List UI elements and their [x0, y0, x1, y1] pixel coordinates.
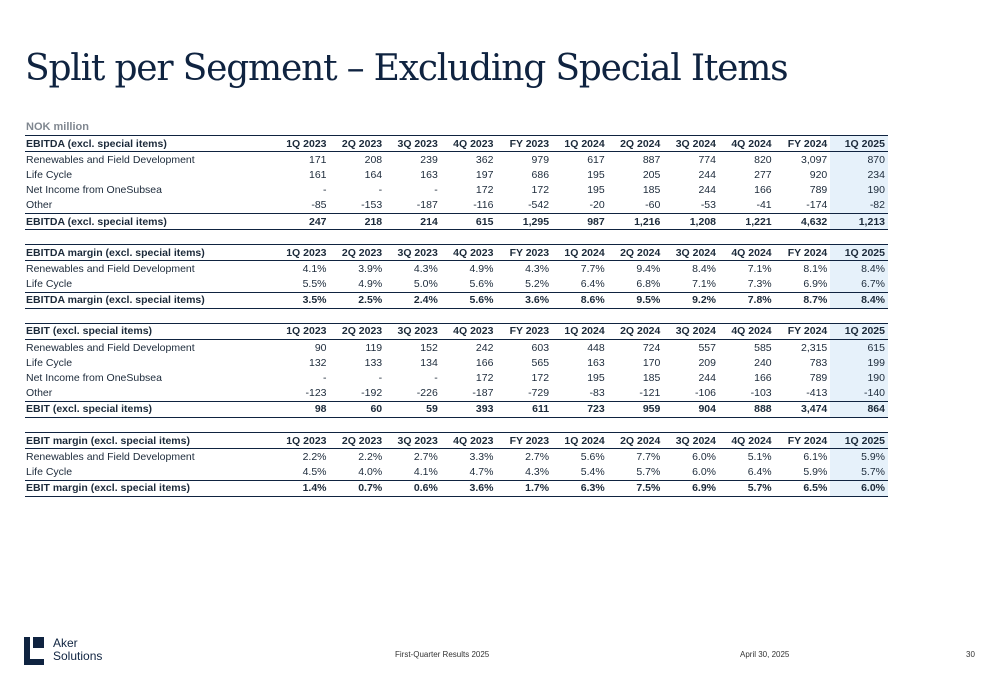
- table-cell: 820: [754, 153, 772, 166]
- table-row: [25, 340, 888, 356]
- table-cell: 2.7%: [413, 450, 438, 463]
- table-cell: 195: [587, 372, 605, 385]
- table-cell: 166: [475, 356, 494, 369]
- table-cell: 6.8%: [636, 278, 661, 291]
- table-cell: 5.7%: [830, 464, 888, 480]
- table-cell: -53: [700, 199, 716, 212]
- table-cell: 4.7%: [469, 465, 494, 478]
- column-header: 2Q 2024: [608, 245, 664, 261]
- table-cell: 6.1%: [803, 450, 828, 463]
- column-header: 4Q 2024: [719, 323, 775, 339]
- segment-table: [25, 135, 888, 230]
- segment-table: [25, 432, 888, 497]
- column-header: 3Q 2023: [385, 136, 441, 152]
- column-header: 3Q 2023: [385, 323, 441, 339]
- column-header: 1Q 2023: [274, 245, 330, 261]
- table-cell: 190: [830, 370, 888, 385]
- table-cell: 5.0%: [413, 278, 438, 291]
- table-cell: 6.0%: [692, 450, 716, 463]
- table-cell: 3,474: [775, 401, 831, 417]
- table-cell: 195: [587, 184, 605, 197]
- column-header: FY 2023: [496, 433, 552, 449]
- segment-table: [25, 244, 888, 309]
- table-cell: 5.2%: [525, 278, 550, 291]
- table-cell: 208: [364, 153, 383, 166]
- table-cell: -: [323, 372, 327, 385]
- row-label: Other: [26, 387, 53, 400]
- table-header-row: [25, 136, 888, 152]
- table-cell: -187: [472, 387, 494, 400]
- column-header: FY 2024: [775, 323, 831, 339]
- table-cell: 1,208: [663, 213, 719, 229]
- table-cell: 2.2%: [302, 450, 327, 463]
- table-cell: 8.6%: [552, 292, 608, 308]
- table-cell: 4.0%: [358, 465, 383, 478]
- table-row: [25, 386, 888, 402]
- table-cell: 5.6%: [580, 450, 605, 463]
- row-label: EBIT (excl. special items): [25, 401, 274, 417]
- table-cell: -116: [473, 199, 494, 212]
- table-cell: 959: [608, 401, 664, 417]
- column-header: 2Q 2023: [330, 245, 386, 261]
- table-header-label: EBIT (excl. special items): [25, 323, 274, 339]
- total-row: [25, 480, 888, 496]
- table-cell: -192: [361, 387, 383, 400]
- table-cell: 7.3%: [747, 278, 772, 291]
- row-label: EBIT margin (excl. special items): [25, 480, 274, 496]
- column-header: FY 2023: [496, 245, 552, 261]
- table-cell: 448: [587, 341, 605, 354]
- table-cell: 3.9%: [358, 262, 383, 275]
- table-cell: 870: [830, 152, 888, 168]
- table-cell: 134: [420, 356, 438, 369]
- table-cell: 362: [475, 153, 494, 166]
- table-cell: 133: [364, 356, 383, 369]
- row-label: EBITDA (excl. special items): [25, 213, 274, 229]
- table-cell: 161: [308, 168, 327, 181]
- table-cell: 7.7%: [636, 450, 661, 463]
- table-cell: 199: [830, 355, 888, 370]
- table-cell: 244: [698, 168, 716, 181]
- table-cell: 2,315: [801, 341, 828, 354]
- table-cell: 0.6%: [385, 480, 441, 496]
- table-cell: 185: [642, 184, 661, 197]
- table-cell: 2.4%: [385, 292, 441, 308]
- table-cell: -174: [806, 199, 828, 212]
- column-header: 2Q 2024: [608, 136, 664, 152]
- table-header-row: [25, 245, 888, 261]
- table-cell: 603: [531, 341, 550, 354]
- table-cell: 1,216: [608, 213, 664, 229]
- table-cell: 8.4%: [830, 292, 888, 308]
- table-cell: 3.3%: [469, 450, 494, 463]
- row-label: Life Cycle: [26, 356, 73, 369]
- column-header: 1Q 2025: [830, 245, 888, 261]
- table-cell: 617: [587, 153, 605, 166]
- table-cell: 172: [531, 372, 550, 385]
- table-cell: 2.5%: [330, 292, 386, 308]
- table-cell: 277: [754, 168, 772, 181]
- table-header-row: [25, 433, 888, 449]
- table-cell: 4.9%: [358, 278, 383, 291]
- table-cell: -103: [750, 387, 772, 400]
- table-cell: -121: [639, 387, 661, 400]
- column-header: 1Q 2024: [552, 323, 608, 339]
- table-cell: -153: [361, 199, 383, 212]
- logo-text: [53, 637, 102, 663]
- column-header: 2Q 2023: [330, 136, 386, 152]
- table-cell: 615: [441, 213, 497, 229]
- table-cell: -: [378, 184, 383, 197]
- table-cell: -140: [830, 386, 888, 402]
- column-header: 1Q 2025: [830, 323, 888, 339]
- table-cell: 789: [809, 184, 828, 197]
- column-header: 2Q 2024: [608, 323, 664, 339]
- table-cell: -542: [528, 199, 550, 212]
- table-cell: 6.9%: [803, 278, 828, 291]
- column-header: 4Q 2023: [441, 323, 497, 339]
- column-header: 3Q 2024: [663, 323, 719, 339]
- table-cell: 1.4%: [274, 480, 330, 496]
- table-cell: 185: [642, 372, 661, 385]
- column-header: 3Q 2023: [385, 245, 441, 261]
- table-header-row: [25, 323, 888, 339]
- column-header: 3Q 2024: [663, 245, 719, 261]
- table-cell: 987: [552, 213, 608, 229]
- column-header: 3Q 2024: [663, 136, 719, 152]
- row-label: EBITDA margin (excl. special items): [25, 292, 274, 308]
- segment-table: [25, 323, 888, 418]
- table-cell: 6.4%: [580, 278, 605, 291]
- table-cell: 686: [531, 168, 550, 181]
- table-header-label: EBIT margin (excl. special items): [25, 433, 274, 449]
- table-cell: 8.4%: [692, 262, 716, 275]
- table-cell: 197: [475, 168, 494, 181]
- table-cell: 172: [475, 184, 494, 197]
- table-row: [25, 167, 888, 182]
- table-cell: 5.4%: [580, 465, 605, 478]
- total-row: [25, 213, 888, 229]
- table-row: [25, 355, 888, 370]
- column-header: 2Q 2023: [330, 433, 386, 449]
- column-header: 3Q 2024: [663, 433, 719, 449]
- table-cell: 6.7%: [830, 277, 888, 293]
- table-cell: 4.1%: [302, 262, 327, 275]
- column-header: FY 2023: [496, 323, 552, 339]
- column-header: 4Q 2023: [441, 245, 497, 261]
- row-label: Other: [26, 199, 53, 212]
- table-cell: 163: [587, 356, 605, 369]
- table-cell: 5.6%: [441, 292, 497, 308]
- table-cell: 60: [330, 401, 386, 417]
- table-cell: 247: [274, 213, 330, 229]
- table-cell: -20: [589, 199, 605, 212]
- table-cell: 8.7%: [775, 292, 831, 308]
- column-header: FY 2023: [496, 136, 552, 152]
- table-cell: 59: [385, 401, 441, 417]
- table-cell: 214: [385, 213, 441, 229]
- table-cell: 723: [552, 401, 608, 417]
- page-number: 30: [966, 650, 975, 659]
- table-cell: 244: [698, 184, 716, 197]
- total-row: [25, 292, 888, 308]
- table-cell: 9.4%: [636, 262, 661, 275]
- table-cell: 1,213: [830, 213, 888, 229]
- table-cell: 7.1%: [747, 262, 772, 275]
- column-header: 1Q 2024: [552, 136, 608, 152]
- table-cell: 0.7%: [330, 480, 386, 496]
- table-cell: 979: [531, 153, 550, 166]
- total-row: [25, 401, 888, 417]
- table-cell: 234: [830, 167, 888, 182]
- table-cell: 9.5%: [608, 292, 664, 308]
- logo-line-1: Aker: [53, 636, 78, 650]
- table-cell: 4.3%: [525, 262, 550, 275]
- table-cell: 6.5%: [775, 480, 831, 496]
- table-cell: 864: [830, 401, 888, 417]
- table-cell: 3.6%: [496, 292, 552, 308]
- column-header: 2Q 2024: [608, 433, 664, 449]
- table-cell: 4,632: [775, 213, 831, 229]
- company-logo: [24, 636, 114, 666]
- table-cell: 6.9%: [663, 480, 719, 496]
- table-cell: 789: [809, 372, 828, 385]
- column-header: 4Q 2023: [441, 136, 497, 152]
- table-cell: 98: [274, 401, 330, 417]
- table-cell: 209: [698, 356, 716, 369]
- column-header: 1Q 2024: [552, 245, 608, 261]
- table-cell: 3.5%: [274, 292, 330, 308]
- table-cell: -187: [416, 199, 438, 212]
- column-header: FY 2024: [775, 433, 831, 449]
- column-header: 1Q 2023: [274, 433, 330, 449]
- table-cell: -413: [806, 387, 828, 400]
- table-cell: -41: [756, 199, 772, 212]
- table-cell: 242: [475, 341, 494, 354]
- table-cell: 920: [809, 168, 828, 181]
- footer-date: April 30, 2025: [740, 650, 790, 659]
- table-cell: 3,097: [801, 153, 828, 166]
- row-label: Net Income from OneSubsea: [26, 184, 162, 197]
- column-header: 3Q 2023: [385, 433, 441, 449]
- table-header-label: EBITDA margin (excl. special items): [25, 245, 274, 261]
- table-cell: 195: [587, 168, 605, 181]
- table-cell: 615: [830, 340, 888, 356]
- column-header: 4Q 2023: [441, 433, 497, 449]
- table-cell: 190: [830, 183, 888, 198]
- table-cell: -729: [528, 387, 550, 400]
- table-cell: 172: [475, 372, 494, 385]
- column-header: 2Q 2023: [330, 323, 386, 339]
- row-label: Life Cycle: [26, 465, 73, 478]
- table-row: [25, 198, 888, 214]
- column-header: 1Q 2025: [830, 433, 888, 449]
- table-cell: 724: [642, 341, 661, 354]
- table-cell: -82: [830, 198, 888, 214]
- table-cell: 4.3%: [413, 262, 438, 275]
- table-cell: 152: [420, 341, 438, 354]
- table-cell: -60: [645, 199, 661, 212]
- table-cell: 1.7%: [496, 480, 552, 496]
- table-cell: 239: [420, 153, 438, 166]
- row-label: Renewables and Field Development: [26, 153, 195, 166]
- table-cell: 4.3%: [525, 465, 550, 478]
- table-cell: 7.7%: [580, 262, 605, 275]
- table-cell: 6.4%: [747, 465, 772, 478]
- table-cell: 783: [809, 356, 828, 369]
- table-cell: 166: [754, 372, 772, 385]
- table-cell: 7.5%: [608, 480, 664, 496]
- table-cell: 240: [754, 356, 772, 369]
- segment-tables: [25, 135, 888, 511]
- table-cell: 774: [698, 153, 716, 166]
- table-cell: 6.0%: [830, 480, 888, 496]
- table-row: [25, 152, 888, 168]
- table-cell: 4.5%: [302, 465, 327, 478]
- table-cell: 163: [420, 168, 438, 181]
- table-cell: 565: [531, 356, 550, 369]
- table-cell: 90: [314, 341, 327, 354]
- logo-line-2: Solutions: [53, 649, 103, 663]
- page-title: Split per Segment – Excluding Special Items: [25, 48, 788, 89]
- table-cell: 5.9%: [803, 465, 828, 478]
- table-cell: -226: [416, 387, 438, 400]
- table-cell: 7.8%: [719, 292, 775, 308]
- table-cell: 557: [698, 341, 716, 354]
- table-row: [25, 370, 888, 385]
- table-cell: 170: [642, 356, 661, 369]
- column-header: FY 2024: [775, 136, 831, 152]
- table-row: [25, 449, 888, 465]
- table-cell: 205: [642, 168, 661, 181]
- table-row: [25, 261, 888, 277]
- table-cell: -123: [305, 387, 327, 400]
- table-cell: 172: [531, 184, 550, 197]
- table-cell: 4.9%: [469, 262, 494, 275]
- table-cell: 5.7%: [719, 480, 775, 496]
- table-cell: 5.6%: [469, 278, 494, 291]
- table-cell: 5.9%: [830, 449, 888, 465]
- table-cell: 611: [496, 401, 552, 417]
- table-cell: -: [434, 184, 438, 197]
- table-cell: 5.7%: [636, 465, 661, 478]
- column-header: 4Q 2024: [719, 245, 775, 261]
- row-label: Net Income from OneSubsea: [26, 372, 162, 385]
- table-cell: 887: [642, 153, 661, 166]
- table-cell: -83: [589, 387, 605, 400]
- table-cell: 904: [663, 401, 719, 417]
- table-cell: -85: [311, 199, 327, 212]
- table-row: [25, 277, 888, 293]
- table-header-label: EBITDA (excl. special items): [25, 136, 274, 152]
- table-cell: 5.5%: [302, 278, 327, 291]
- column-header: 1Q 2025: [830, 136, 888, 152]
- footer-presentation: First-Quarter Results 2025: [395, 650, 490, 659]
- table-cell: 2.7%: [525, 450, 550, 463]
- table-cell: 888: [719, 401, 775, 417]
- row-label: Renewables and Field Development: [26, 341, 195, 354]
- table-cell: -: [323, 184, 327, 197]
- table-cell: 6.0%: [692, 465, 716, 478]
- table-cell: 1,221: [719, 213, 775, 229]
- table-cell: 119: [365, 341, 383, 354]
- table-cell: 1,295: [496, 213, 552, 229]
- table-cell: 244: [698, 372, 716, 385]
- table-cell: 164: [364, 168, 383, 181]
- table-cell: 171: [308, 153, 327, 166]
- row-label: Life Cycle: [26, 278, 73, 291]
- table-cell: 2.2%: [358, 450, 383, 463]
- table-cell: 218: [330, 213, 386, 229]
- column-header: 1Q 2023: [274, 323, 330, 339]
- table-cell: 166: [754, 184, 772, 197]
- column-header: 1Q 2023: [274, 136, 330, 152]
- table-cell: -106: [694, 387, 716, 400]
- table-cell: 7.1%: [692, 278, 716, 291]
- table-cell: 3.6%: [441, 480, 497, 496]
- row-label: Renewables and Field Development: [26, 262, 195, 275]
- table-cell: 132: [308, 356, 327, 369]
- table-cell: 9.2%: [663, 292, 719, 308]
- table-cell: 8.4%: [830, 261, 888, 277]
- column-header: FY 2024: [775, 245, 831, 261]
- row-label: Renewables and Field Development: [26, 450, 195, 463]
- table-row: [25, 183, 888, 198]
- table-cell: 5.1%: [747, 450, 772, 463]
- table-cell: 4.1%: [413, 465, 438, 478]
- table-cell: 8.1%: [803, 262, 828, 275]
- table-cell: 393: [441, 401, 497, 417]
- row-label: Life Cycle: [26, 168, 73, 181]
- table-row: [25, 464, 888, 480]
- table-cell: 585: [754, 341, 772, 354]
- aker-solutions-logo-icon: [24, 637, 44, 665]
- table-cell: 6.3%: [552, 480, 608, 496]
- table-cell: -: [434, 372, 438, 385]
- column-header: 1Q 2024: [552, 433, 608, 449]
- column-header: 4Q 2024: [719, 136, 775, 152]
- unit-label: NOK million: [26, 121, 89, 133]
- column-header: 4Q 2024: [719, 433, 775, 449]
- table-cell: -: [378, 372, 383, 385]
